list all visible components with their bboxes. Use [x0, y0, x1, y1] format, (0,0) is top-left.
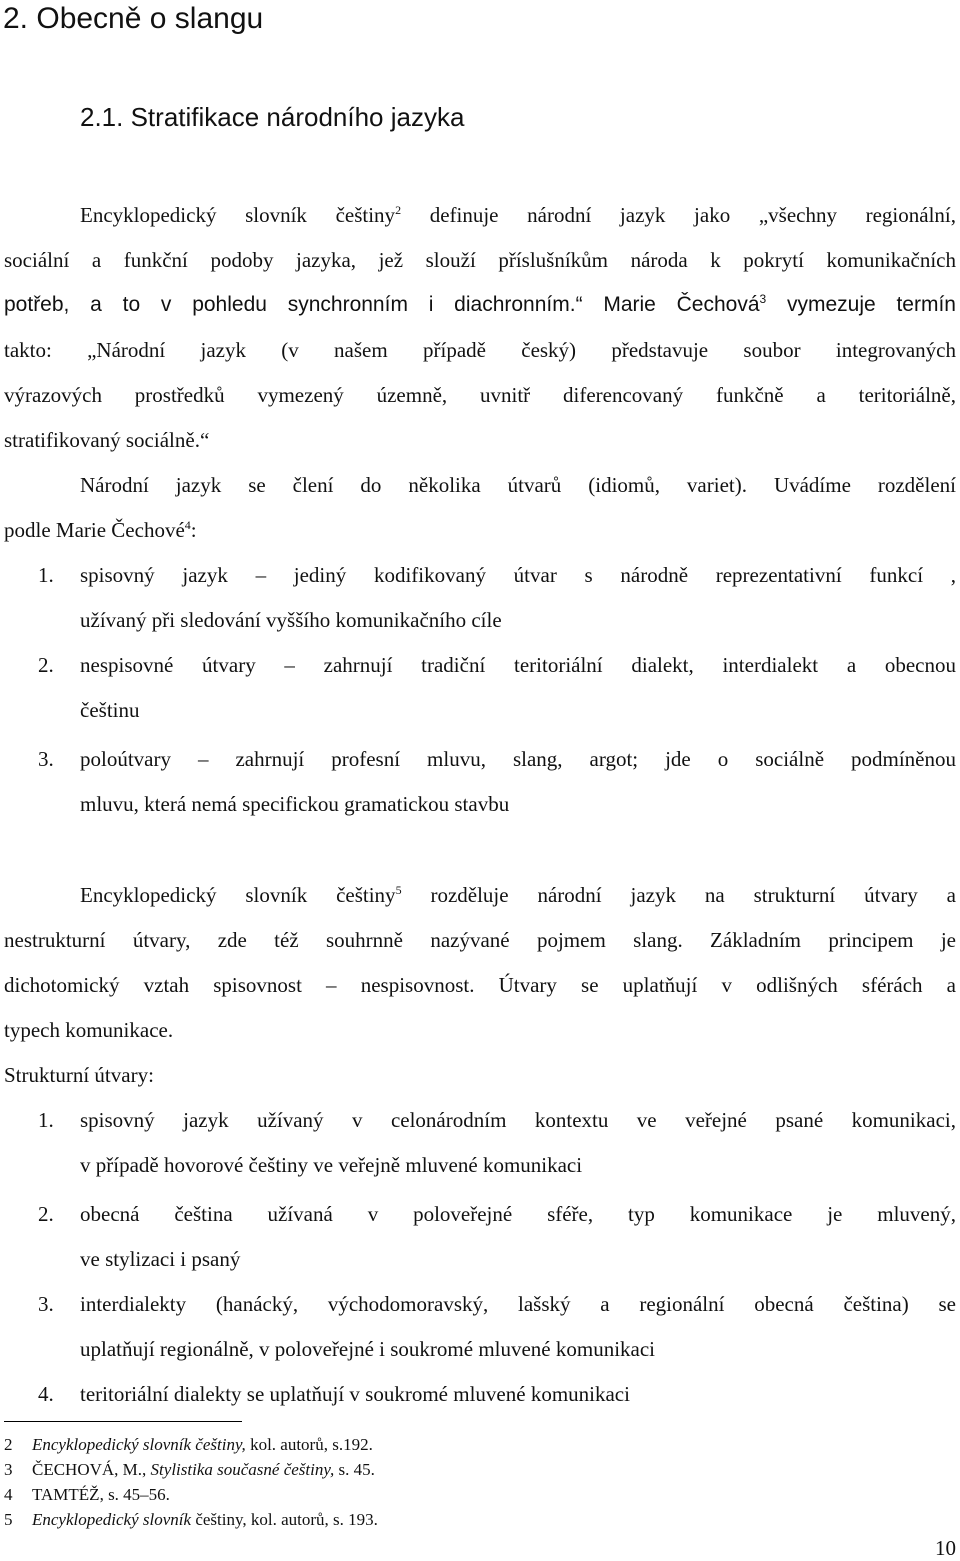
list2-item-line: obecná čeština užívaná v poloveřejné sféře, typ komunikace je mluvený,: [80, 1202, 956, 1226]
chapter-heading: 2. Obecně o slangu: [3, 2, 264, 35]
para2-line2: podle Marie Čechové$^4$:: [4, 518, 197, 542]
list2-item-line: spisovný jazyk užívaný v celonárodním kontextu ve veřejné psané komunikaci,: [80, 1108, 956, 1132]
para3-line4: typech komunikace.: [4, 1018, 174, 1042]
list1-item-line: spisovný jazyk – jediný kodifikovaný útvar s národně reprezentativní funkcí ,: [80, 563, 956, 587]
footnote: 3 ČECHOVÁ, M., Stylistika současné češtiny, s. 45.: [4, 1460, 375, 1479]
list2-number: 2.: [38, 1202, 54, 1226]
para3-line3: dichotomický vztah spisovnost – nespisovnost. Útvary se uplatňují v odlišných sférách a: [4, 973, 956, 997]
list2-item-line: teritoriální dialekty se uplatňují v soukromé mluvené komunikaci: [80, 1382, 630, 1406]
list1-item-line: poloútvary – zahrnují profesní mluvu, slang, argot; jde o sociálně podmíněnou: [80, 747, 956, 771]
footnote-ref[interactable]: 3: [759, 292, 767, 306]
section-heading: 2.1. Stratifikace národního jazyka: [80, 102, 465, 132]
footnote: 5 Encyklopedický slovník češtiny, kol. autorů, s. 193.: [4, 1510, 378, 1529]
list1-number: 1.: [38, 563, 54, 587]
para1-line1: Encyklopedický slovník češtiny$^2$ definuje národní jazyk jako „všechny regionální,: [80, 203, 956, 227]
footnote: 2 Encyklopedický slovník češtiny, kol. autorů, s.192.: [4, 1435, 373, 1454]
para1-line2: sociální a funkční podoby jazyka, jež slouží příslušníkům národa k pokrytí komunikačních: [4, 248, 956, 272]
structural-heading: Strukturní útvary:: [4, 1063, 154, 1087]
para1-line4: takto: „Národní jazyk (v našem případě český) představuje soubor integrovaných: [4, 338, 956, 362]
para3-line1: Encyklopedický slovník češtiny$^5$ rozděluje národní jazyk na strukturní útvary a: [80, 883, 956, 907]
list2-number: 4.: [38, 1382, 54, 1406]
list1-number: 2.: [38, 653, 54, 677]
footnote: 4 TAMTÉŽ, s. 45–56.: [4, 1485, 170, 1504]
list1-number: 3.: [38, 747, 54, 771]
list1-item-line: mluvu, která nemá specifickou gramatickou stavbu: [80, 792, 510, 816]
list1-item-line: češtinu: [80, 698, 140, 722]
footnote-ref[interactable]: 4: [184, 518, 191, 532]
para1-line5: výrazových prostředků vymezený územně, uvnitř diferencovaný funkčně a teritoriálně,: [4, 383, 956, 407]
page-number: 10: [935, 1536, 956, 1560]
list2-number: 1.: [38, 1108, 54, 1132]
para1-line6: stratifikovaný sociálně.“: [4, 428, 210, 452]
footnote-ref[interactable]: 2: [395, 203, 402, 217]
para2-line1: Národní jazyk se člení do několika útvarů (idiomů, variet). Uvádíme rozdělení: [80, 473, 956, 497]
list1-item-line: užívaný při sledování vyššího komunikačního cíle: [80, 608, 502, 632]
list2-item-line: uplatňují regionálně, v poloveřejné i soukromé mluvené komunikaci: [80, 1337, 656, 1361]
footnote-separator: [4, 1421, 242, 1422]
footnote-ref[interactable]: 5: [395, 883, 402, 897]
para3-line2: nestrukturní útvary, zde též souhrnně nazývané pojmem slang. Základním principem je: [4, 928, 956, 952]
para1-line3: potřeb, a to v pohledu synchronním i diachronním.“ Marie Čechová$^3$ vymezuje termín: [4, 292, 956, 316]
list2-item-line: v případě hovorové češtiny ve veřejně mluvené komunikaci: [80, 1153, 583, 1177]
list2-item-line: interdialekty (hanácký, východomoravský, lašský a regionální obecná čeština) se: [80, 1292, 956, 1316]
list2-number: 3.: [38, 1292, 54, 1316]
list1-item-line: nespisovné útvary – zahrnují tradiční teritoriální dialekt, interdialekt a obecnou: [80, 653, 956, 677]
list2-item-line: ve stylizaci i psaný: [80, 1247, 241, 1271]
